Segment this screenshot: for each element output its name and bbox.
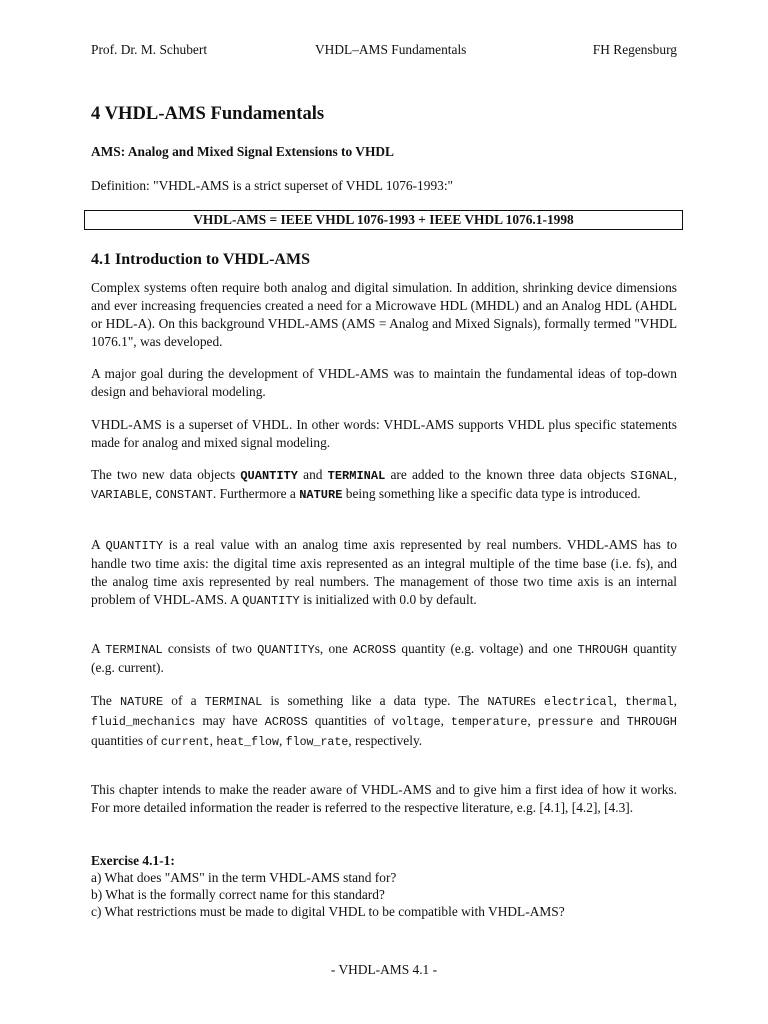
paragraph-2 [91,365,677,401]
paragraph-5 [91,536,677,610]
exercise-item: c) What restrictions must be made to digital VHDL to be compatible with VHDL-AMS? [91,904,565,919]
text-run: , [278,733,286,748]
keyword-signal: SIGNAL [630,469,674,483]
exercise-item: b) What is the formally correct name for this standard? [91,887,385,902]
text-run: and [297,467,328,482]
keyword-terminal: TERMINAL [327,469,386,483]
keyword-terminal: TERMINAL [204,695,263,709]
paragraph-4 [91,466,677,504]
text-run: s, one [314,641,353,656]
text-run: s [530,693,544,708]
text-run: may have [195,713,265,728]
code-current: current [160,736,210,749]
text-run: quantities of [307,713,392,728]
paragraph-text: Complex systems often require both analog and digital simulation. In addition, shrinking device dimensions and ever increasing frequencies created a need for a Microwave HDL (MHDL) and an Analog HDL (AHDL or HDL-A). On this background VHDL-AMS (AMS = Analog and Mixed Signals), formally termed "VHDL 1076.1", was developed. [91,280,677,349]
text-run: is something like a data type. The [262,693,488,708]
code-temperature: temperature [450,716,528,729]
exercise-title: Exercise 4.1-1: [91,853,175,868]
keyword-quantity: QUANTITY [240,469,298,483]
paragraph-text [91,466,677,504]
section-title: 4.1 Introduction to VHDL-AMS [91,251,310,268]
paragraph-text [91,536,677,610]
paragraph-text: VHDL-AMS is a superset of VHDL. In other words: VHDL-AMS supports VHDL plus specific statements made for analog and mixed signal modeling. [91,417,677,450]
page-footer: - VHDL-AMS 4.1 - [330,962,438,977]
paragraph-3 [91,416,677,452]
text-run: being something like a specific data type is introduced. [342,486,641,501]
header-course: VHDL–AMS Fundamentals [315,42,467,57]
code-flow-rate: flow_rate [285,736,349,749]
keyword-nature: NATURE [299,488,343,502]
keyword-across: ACROSS [264,715,308,729]
paragraph-6 [91,640,677,677]
text-run: The [91,693,120,708]
text-run: of a [163,693,205,708]
keyword-through: THROUGH [626,715,678,729]
keyword-through: THROUGH [577,643,628,657]
text-run: The two new data objects [91,467,241,482]
text-run: quantities of [91,733,161,748]
text-run: , [613,693,625,708]
header-author: Prof. Dr. M. Schubert [91,42,208,57]
paragraph-text: A major goal during the development of VHDL-AMS was to maintain the fundamental ideas of top-down design and behavioral modeling. [91,366,677,399]
text-run: quantity (e.g. current). [91,641,678,675]
text-run: quantity (e.g. voltage) and one [396,641,578,656]
keyword-quantity: QUANTITY [242,594,300,608]
keyword-quantity: QUANTITY [105,539,164,553]
code-pressure: pressure [537,716,594,729]
keyword-across: ACROSS [352,643,397,657]
header-institution: FH Regensburg [592,42,677,57]
paragraph-8 [91,781,677,817]
keyword-variable: VARIABLE [91,488,149,502]
paragraph-1 [91,279,677,351]
text-run: A [91,537,106,552]
text-run: , [440,713,451,728]
code-electrical: electrical [543,696,614,709]
text-run: A [91,641,106,656]
paragraph-7 [91,692,677,752]
exercise-block [91,852,677,920]
exercise-item: a) What does "AMS" in the term VHDL-AMS stand for? [91,870,397,885]
text-run: , [673,467,677,482]
text-run: is a real value with an analog time axis represented by real numbers. VHDL-AMS has to handle two time axis: the digital time axis represented as an integral multiple of the time base (i.e. fs), and the analog time axis represented by real numbers. The management of those two time axis is an internal problem of VHDL-AMS. A [91,537,678,607]
chapter-title: 4 VHDL-AMS Fundamentals [91,103,325,124]
code-heat-flow: heat_flow [216,736,279,749]
text-run: , [527,713,538,728]
definition-line: Definition: "VHDL-AMS is a strict superset of VHDL 1076-1993:" [91,178,454,193]
text-run: , [148,486,156,501]
paragraph-text [91,692,677,752]
code-fluid-mechanics: fluid_mechanics [91,716,196,729]
formula-box: VHDL-AMS = IEEE VHDL 1076-1993 + IEEE VHDL 1076.1-1998 [84,210,683,230]
keyword-nature: NATURE [119,695,164,709]
text-run: are added to the known three data objects [385,467,631,482]
paragraph-text: This chapter intends to make the reader aware of VHDL-AMS and to give him a first idea of how it works. For more detailed information the reader is referred to the respective literature, e.g. [4.1], [4.2], [4.3]. [91,782,677,815]
code-thermal: thermal [624,696,674,709]
chapter-subtitle: AMS: Analog and Mixed Signal Extensions to VHDL [91,144,394,159]
text-run: is initialized with 0.0 by default. [299,592,477,607]
running-header [91,42,677,60]
code-voltage: voltage [391,716,441,729]
text-run: , respectively. [348,733,423,748]
text-run: , [209,733,217,748]
text-run: consists of two [162,641,258,656]
text-run: , [673,693,677,708]
keyword-constant: CONSTANT [155,488,213,502]
keyword-terminal: TERMINAL [105,643,163,657]
keyword-quantity: QUANTITY [257,643,315,657]
keyword-nature: NATURE [487,695,531,709]
text-run: and [593,713,627,728]
paragraph-text [91,640,677,677]
text-run: . Furthermore a [212,486,300,501]
